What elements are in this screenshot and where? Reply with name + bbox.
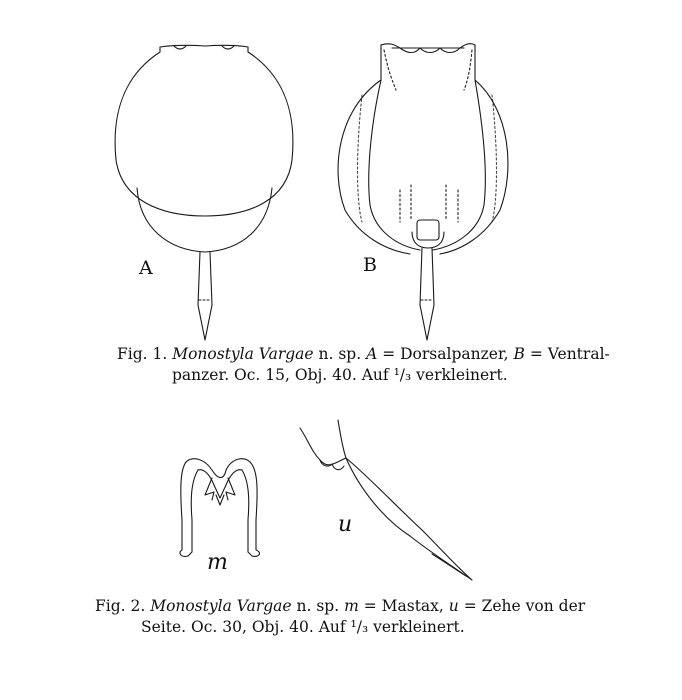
label-m: m (207, 550, 228, 575)
label-u: u (338, 512, 353, 537)
figure-1-caption (117, 344, 610, 386)
dorsal-lorica-drawing (115, 45, 293, 340)
caption-key-a: A (366, 345, 378, 363)
figure-number: Fig. 1. (117, 345, 168, 363)
ventral-lorica-drawing (338, 44, 508, 340)
taxon-name: Monostyla Vargae (172, 345, 314, 363)
figure-number: Fig. 2. (95, 597, 146, 615)
taxon-name: Monostyla Vargae (150, 597, 292, 615)
label-b: B (363, 254, 377, 276)
mastax-drawing (180, 459, 259, 557)
figure-1-caption-line-2: panzer. Oc. 15, Obj. 40. Auf ¹/₃ verkleinert. (172, 366, 508, 384)
caption-key-m: m (344, 597, 359, 615)
caption-key-u: u (448, 597, 459, 615)
toe-side-drawing (300, 420, 472, 580)
figure-2-caption-line-2: Seite. Oc. 30, Obj. 40. Auf ¹/₃ verkleinert. (141, 618, 465, 636)
caption-text-a: = Dorsalpanzer, (382, 345, 509, 363)
caption-text-m: = Mastax, (363, 597, 444, 615)
caption-text-b: = Ventral- (529, 345, 610, 363)
figure-2-caption (95, 596, 585, 638)
caption-text-u: = Zehe von der (463, 597, 586, 615)
caption-key-b: B (513, 345, 525, 363)
taxon-rank: n. sp. (296, 597, 340, 615)
taxon-rank: n. sp. (318, 345, 362, 363)
figure-2-caption-line-1 (95, 596, 585, 617)
figure-1-caption-line-1 (117, 344, 610, 365)
label-a: A (139, 257, 153, 279)
